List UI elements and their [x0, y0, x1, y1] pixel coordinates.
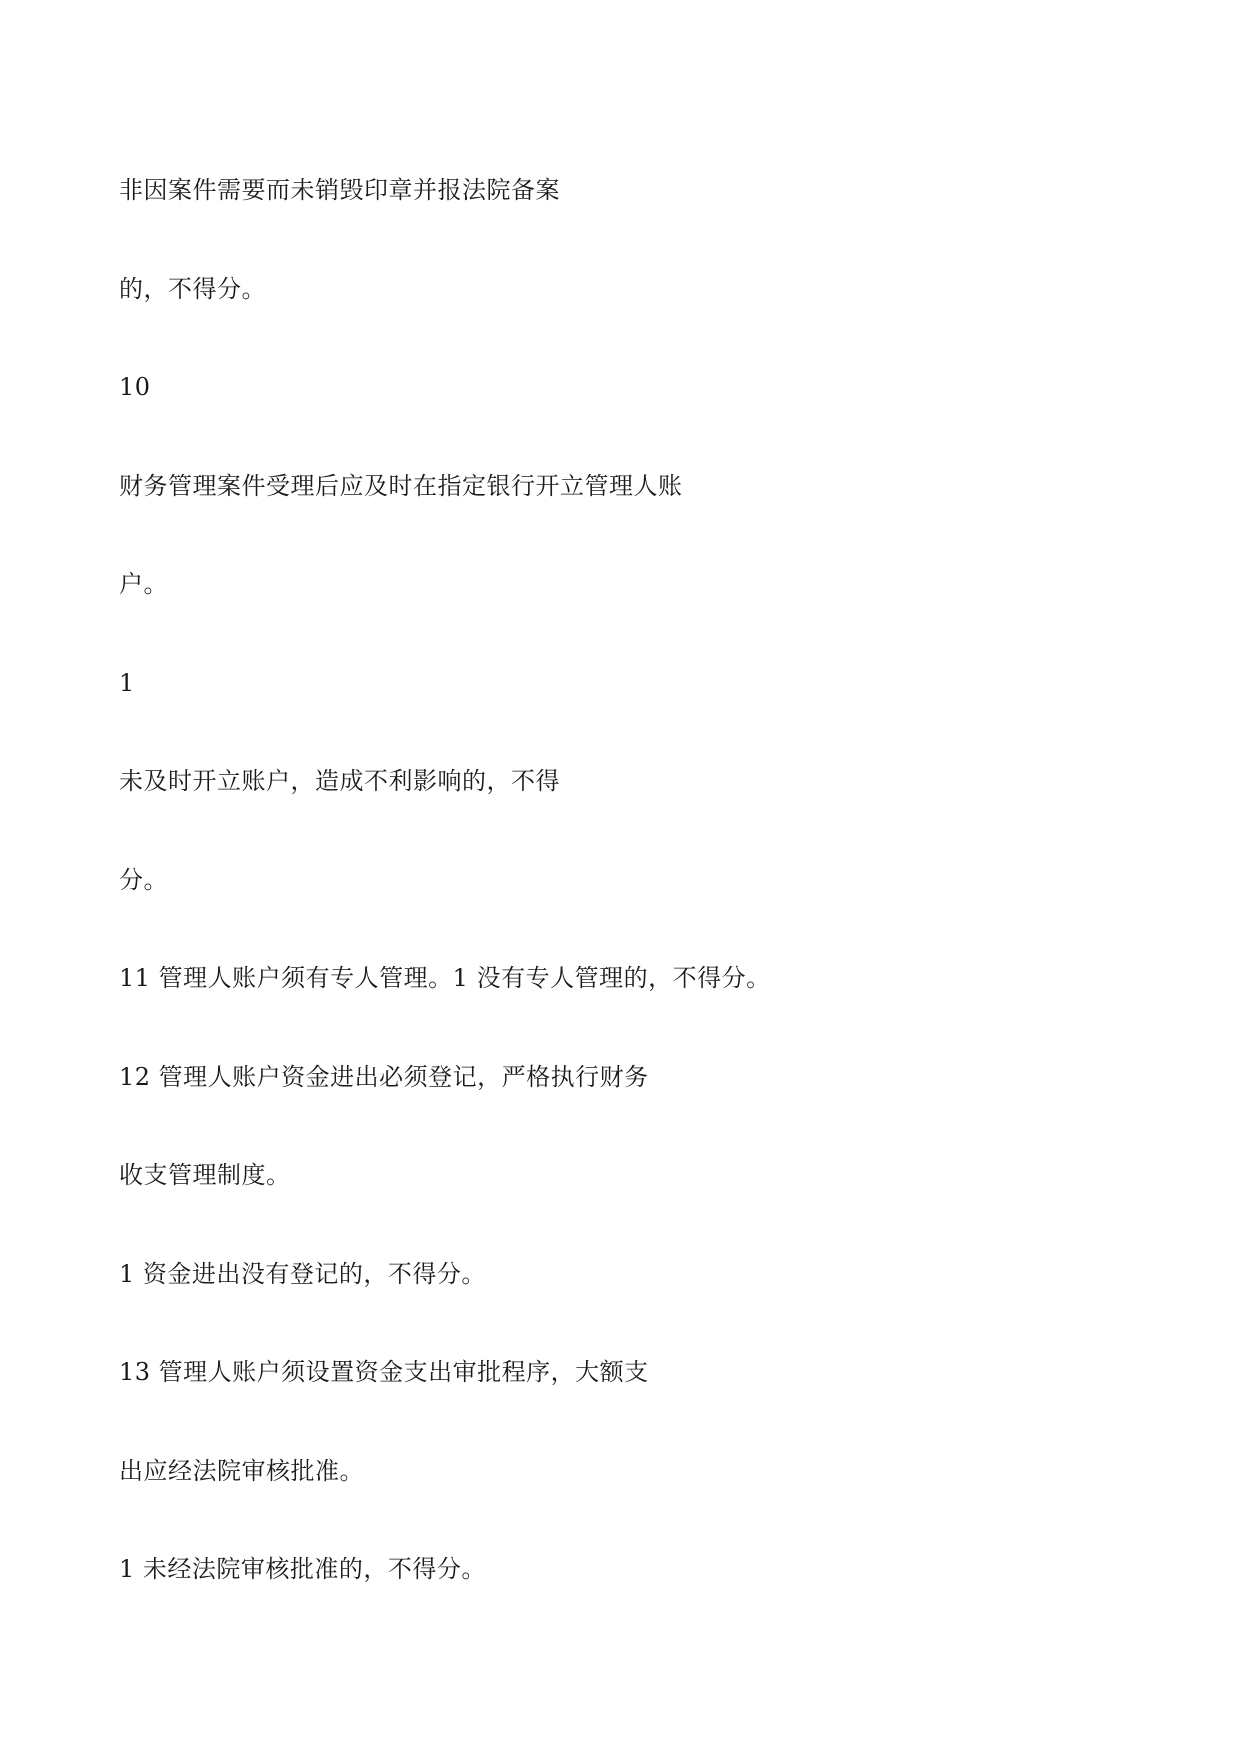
text-line-6: 1 — [119, 669, 135, 697]
text-line-7: 未及时开立账户，造成不利影响的，不得 — [119, 767, 560, 795]
text-line-1: 非因案件需要而未销毁印章并报法院备案 — [119, 176, 560, 204]
text-line-5: 户。 — [119, 570, 168, 598]
text-line-11: 收支管理制度。 — [119, 1161, 291, 1189]
text-line-4: 财务管理案件受理后应及时在指定银行开立管理人账 — [119, 472, 683, 500]
text-line-15: 1 未经法院审核批准的，不得分。 — [119, 1555, 486, 1583]
text-line-2: 的，不得分。 — [119, 275, 266, 303]
text-line-3: 10 — [119, 373, 151, 401]
text-line-12: 1 资金进出没有登记的，不得分。 — [119, 1260, 486, 1288]
text-line-9: 11 管理人账户须有专人管理。1 没有专人管理的，不得分。 — [119, 964, 771, 992]
text-line-13: 13 管理人账户须设置资金支出审批程序，大额支 — [119, 1358, 649, 1386]
text-line-8: 分。 — [119, 866, 168, 894]
text-line-14: 出应经法院审核批准。 — [119, 1457, 364, 1485]
text-line-10: 12 管理人账户资金进出必须登记，严格执行财务 — [119, 1063, 649, 1091]
